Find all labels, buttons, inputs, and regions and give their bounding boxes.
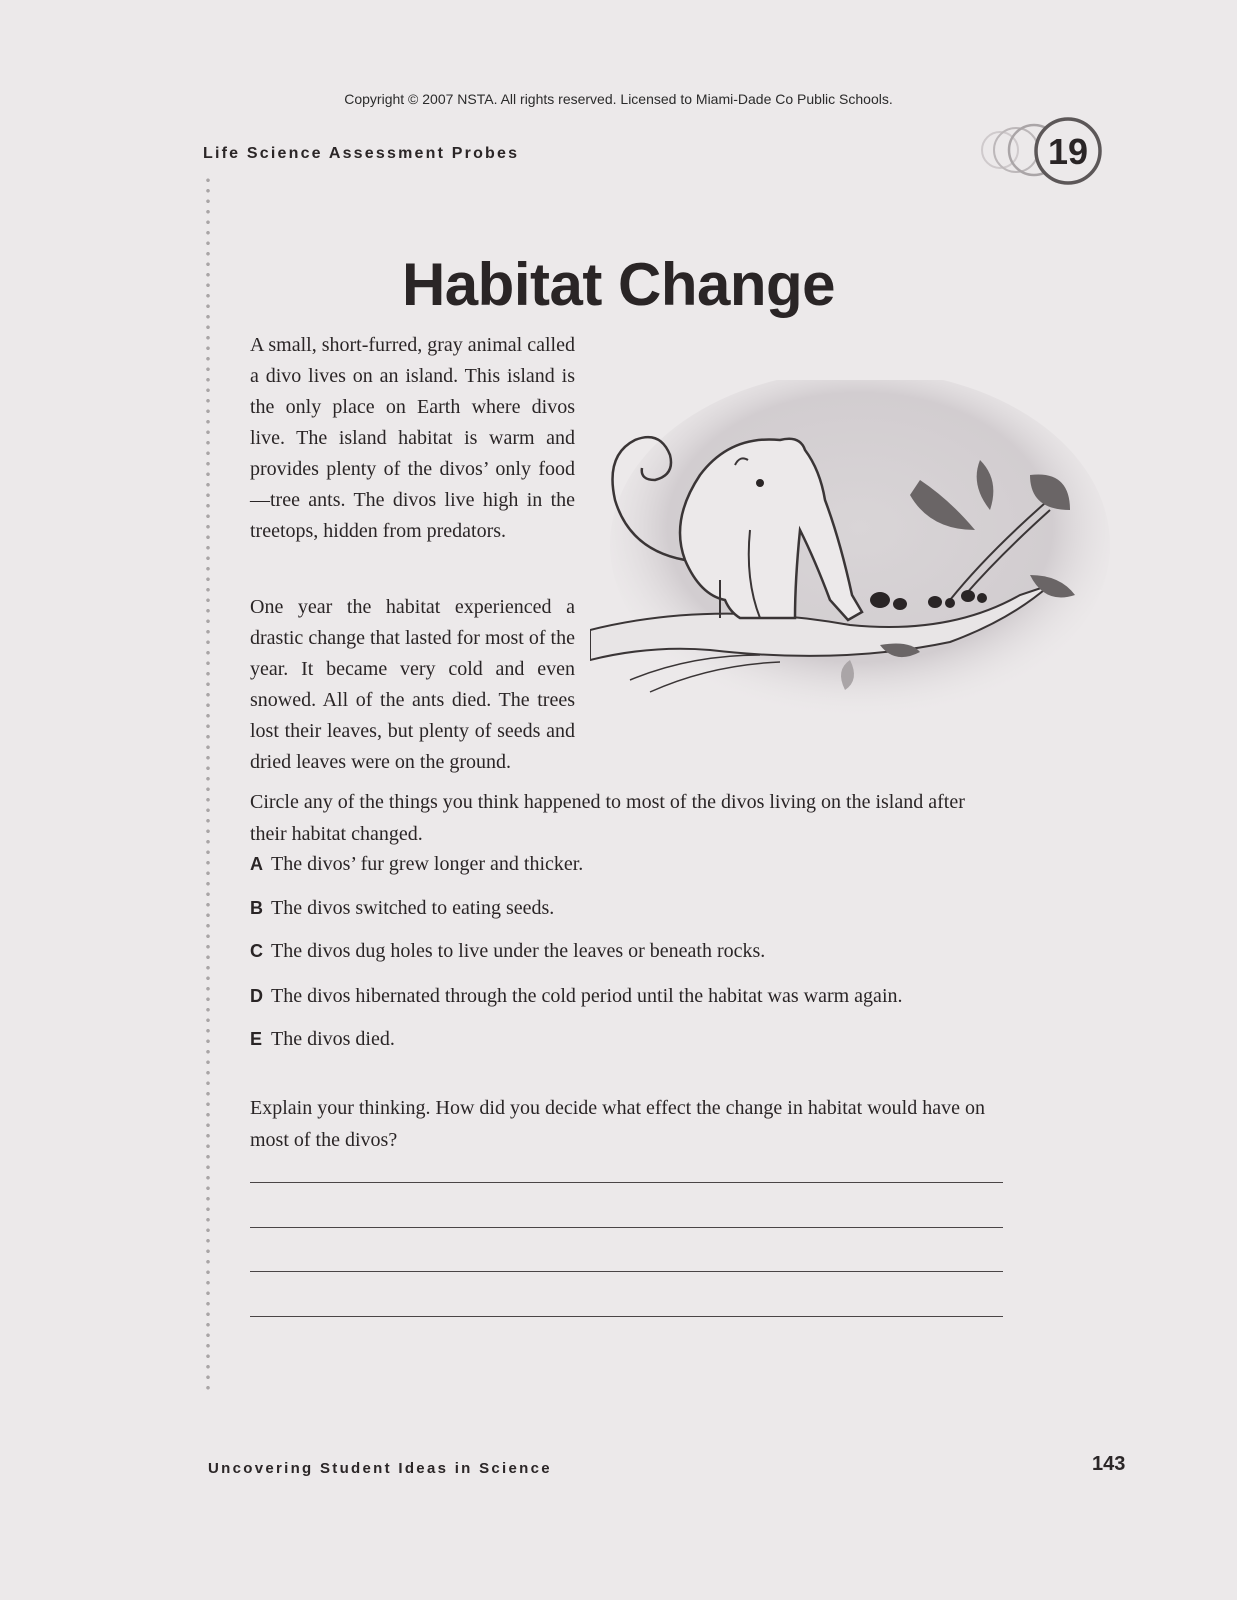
option-text: The divos died.: [271, 1028, 395, 1050]
option-letter: D: [250, 986, 263, 1006]
series-label-bold: Probes: [451, 145, 520, 162]
option-c[interactable]: [250, 937, 765, 965]
circles-icon: [980, 116, 1130, 186]
option-b[interactable]: [250, 894, 554, 922]
answer-line[interactable]: [250, 1316, 1003, 1317]
change-paragraph: One year the habitat experienced a drastic change that lasted for most of the year. It became very cold and even snowed. All of the ants died. The trees lost their leaves, but plenty of seeds and dried leaves were on the ground.: [250, 596, 575, 773]
intro-paragraph: A small, short-furred, gray animal called a divo lives on an island. This island is the only place on Earth where divos live. The island habitat is warm and provides plenty of the divos’ only food—tree ants. The divos live high in the treetops, hidden from predators.: [250, 334, 575, 542]
option-letter: A: [250, 854, 263, 874]
answer-line[interactable]: [250, 1182, 1003, 1183]
series-label-text: Life Science Assessment: [203, 145, 446, 162]
answer-line[interactable]: [250, 1271, 1003, 1272]
option-text: The divos’ fur grew longer and thicker.: [271, 853, 584, 875]
question-prompt: Circle any of the things you think happened to most of the divos living on the island after their habitat changed.: [250, 791, 965, 845]
answer-line[interactable]: [250, 1227, 1003, 1228]
explain-prompt: Explain your thinking. How did you decide what effect the change in habitat would have on most of the divos?: [250, 1097, 985, 1151]
option-text: The divos hibernated through the cold period until the habitat was warm again.: [271, 985, 903, 1007]
probe-number-badge: [980, 116, 1130, 186]
divo-illustration: [590, 380, 1110, 740]
option-letter: E: [250, 1029, 263, 1049]
dotted-margin-rule: [205, 175, 211, 1390]
option-letter: C: [250, 941, 263, 961]
option-d[interactable]: [250, 982, 903, 1010]
probe-number: 19: [1047, 131, 1089, 172]
series-label: [203, 145, 519, 163]
option-text: The divos switched to eating seeds.: [271, 897, 555, 919]
book-title: Uncovering Student Ideas in Science: [208, 1460, 552, 1477]
option-a[interactable]: [250, 850, 583, 878]
copyright-notice: Copyright © 2007 NSTA. All rights reserved. Licensed to Miami-Dade Co Public Schools.: [344, 91, 893, 107]
option-text: The divos dug holes to live under the leaves or beneath rocks.: [271, 940, 766, 962]
page-number: 143: [1092, 1453, 1126, 1475]
option-letter: B: [250, 898, 263, 918]
option-e[interactable]: [250, 1025, 395, 1053]
page-title: Habitat Change: [401, 251, 836, 318]
